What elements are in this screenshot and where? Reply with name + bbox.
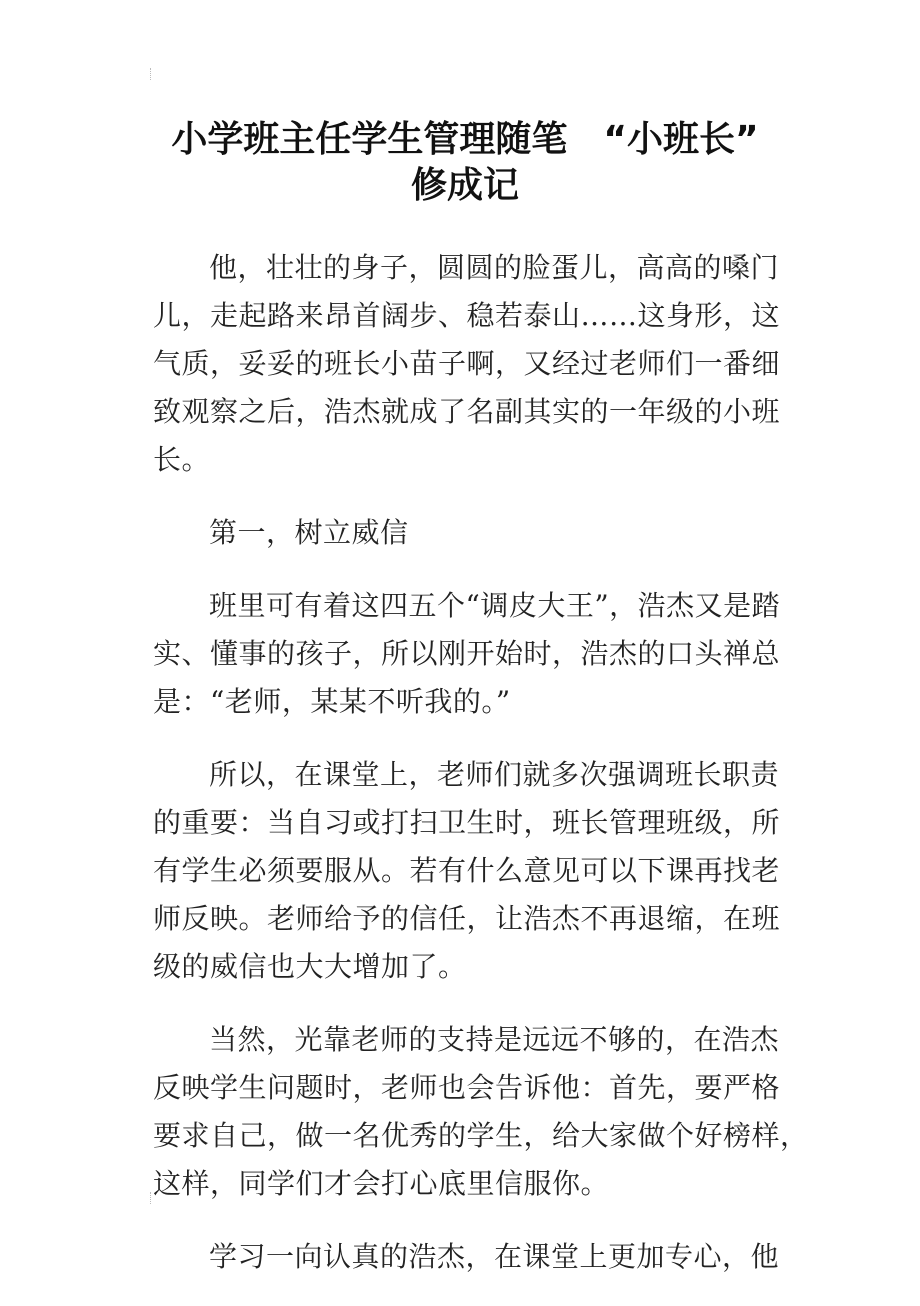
paragraph [153,244,783,484]
paragraph-line: 班里可有着这四五个“调皮大王”，浩杰又是踏 [209,589,781,622]
paragraph-line: 气质，妥妥的班长小苗子啊，又经过老师们一番细 [153,347,781,380]
document-title-line-2: 修成记 [410,165,519,206]
paragraph [153,751,783,991]
paragraph-line: 儿，走起路来昂首阔步、稳若泰山……这身形，这 [153,299,781,332]
paragraph-line: 反映学生问题时，老师也会告诉他：首先，要严格 [153,1071,781,1104]
paragraph-line: 长。 [153,443,211,476]
paragraph-line: 第一，树立威信 [209,516,409,549]
paragraph [153,1016,809,1208]
paragraph [153,582,783,726]
paragraph [153,1233,783,1281]
paragraph-line: 学习一向认真的浩杰，在课堂上更加专心，他 [209,1240,780,1273]
paragraph-line: 实、懂事的孩子，所以刚开始时，浩杰的口头禅总 [153,637,781,670]
paragraph-line: 所以，在课堂上，老师们就多次强调班长职责 [209,758,780,791]
document-title-line-1: 小学班主任学生管理随笔 “小班长” [171,119,759,160]
document-body [153,244,809,1306]
paragraph-line: 的重要：当自习或打扫卫生时，班长管理班级，所 [153,806,781,839]
paragraph-line: 他，壮壮的身子，圆圆的脸蛋儿，高高的嗓门 [209,251,780,284]
paragraph-line: 当然，光靠老师的支持是远远不够的，在浩杰 [209,1023,780,1056]
paragraph-line: 致观察之后，浩杰就成了名副其实的一年级的小班 [153,395,781,428]
paragraph-line: 级的威信也大大增加了。 [153,950,467,983]
paragraph [153,509,783,557]
paragraph-line: 是：“老师，某某不听我的。” [153,685,511,718]
page-corner-mark-top [150,68,154,80]
paragraph-line: 有学生必须要服从。若有什么意见可以下课再找老 [153,854,781,887]
paragraph-line: 师反映。老师给予的信任，让浩杰不再退缩，在班 [153,902,781,935]
paragraph-line: 这样，同学们才会打心底里信服你。 [153,1167,610,1200]
paragraph-line: 要求自己，做一名优秀的学生，给大家做个好榜样， [153,1119,809,1152]
